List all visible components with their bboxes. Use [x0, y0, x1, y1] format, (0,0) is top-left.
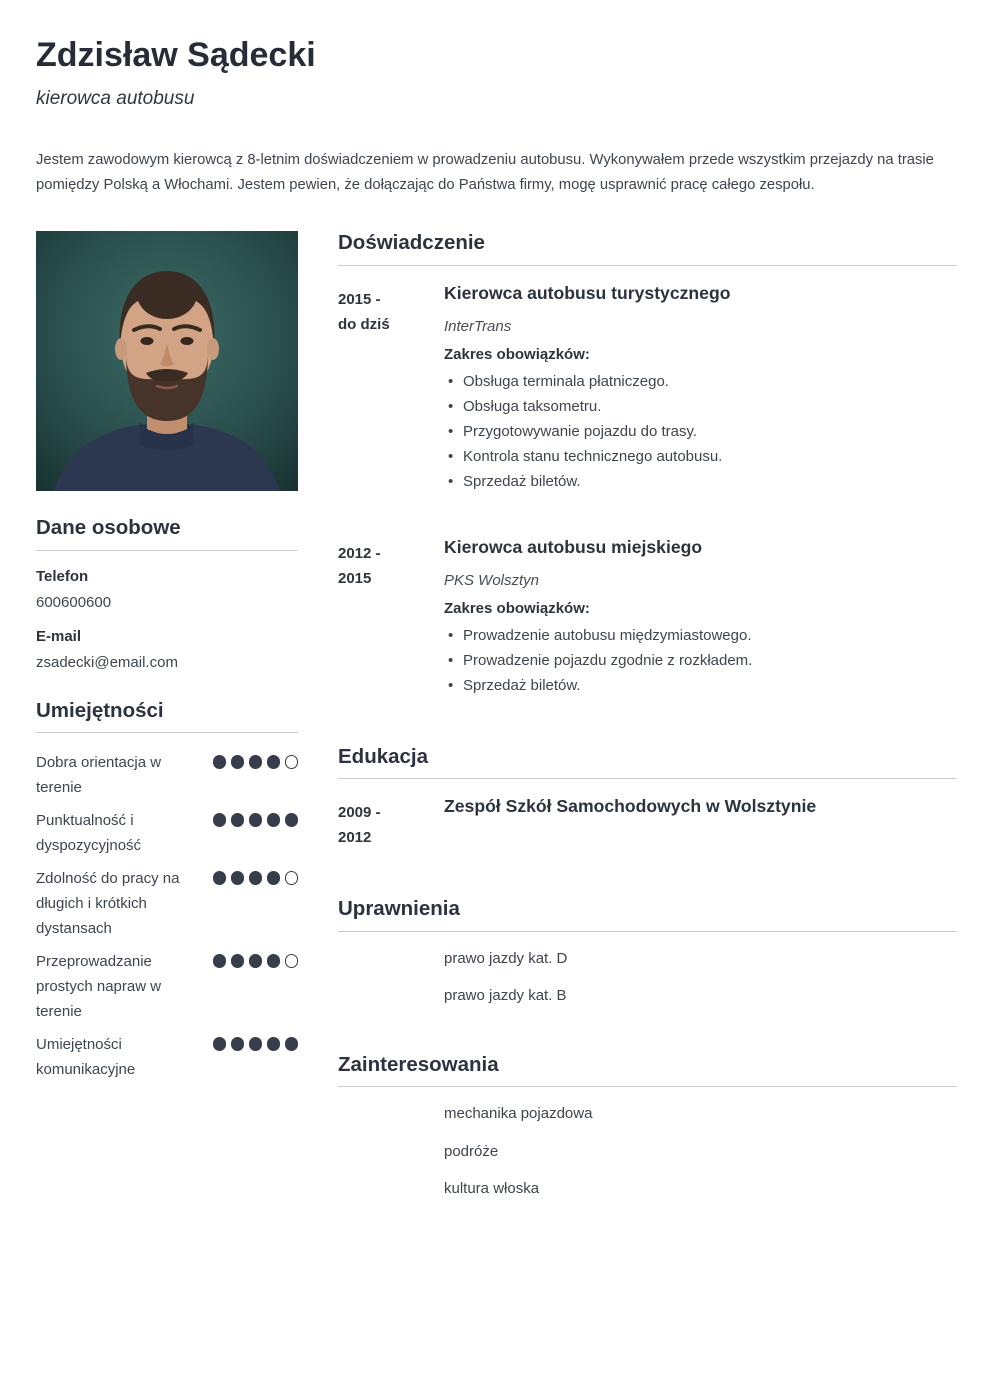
skill-dot-filled	[249, 871, 263, 885]
skill-dot-empty	[285, 755, 299, 769]
duties-list	[444, 369, 957, 494]
skill-level-indicator	[213, 808, 299, 827]
phone-label: Telefon	[36, 567, 89, 585]
skill-row	[36, 1032, 298, 1082]
phone-value: 600600600	[36, 593, 112, 611]
date-to: do dziś	[338, 315, 390, 333]
skill-dot-filled	[267, 871, 281, 885]
skill-dot-filled	[213, 1037, 227, 1051]
experience-section-heading: Doświadczenie	[338, 231, 957, 266]
experience-section	[338, 231, 957, 698]
skill-level-indicator	[213, 949, 299, 968]
skill-dot-filled	[285, 1037, 299, 1051]
date-from: 2009 -	[338, 804, 381, 822]
skill-dot-filled	[267, 813, 281, 827]
skill-level-indicator	[213, 1032, 299, 1051]
duties-label: Zakres obowiązków:	[444, 345, 590, 363]
skill-dot-filled	[213, 871, 227, 885]
skill-row	[36, 949, 298, 1024]
duty-item: • Sprzedaż biletów.	[444, 469, 957, 494]
skill-dot-empty	[285, 954, 299, 968]
education-section	[338, 745, 957, 851]
interests-section-heading: Zainteresowania	[338, 1053, 957, 1088]
entry-title: Kierowca autobusu miejskiego	[444, 536, 703, 557]
skill-dot-empty	[285, 871, 299, 885]
skill-dot-filled	[213, 755, 227, 769]
date-from: 2012 -	[338, 544, 381, 562]
person-job-title: kierowca autobusu	[36, 88, 195, 110]
entry-dates	[338, 796, 444, 850]
entry-dates	[338, 537, 444, 698]
skill-dot-filled	[231, 813, 245, 827]
duties-label: Zakres obowiązków:	[444, 599, 590, 617]
entry-company: PKS Wolsztyn	[444, 571, 540, 589]
date-to: 2015	[338, 569, 372, 587]
duty-item: • Kontrola stanu technicznego autobusu.	[444, 444, 957, 469]
entry-body	[444, 796, 957, 850]
email-label: E-mail	[36, 627, 82, 645]
duty-item: • Prowadzenie pojazdu zgodnie z rozkładem.	[444, 648, 957, 673]
skill-dot-filled	[267, 954, 281, 968]
duty-item: • Obsługa taksometru.	[444, 394, 957, 419]
licenses-section	[338, 897, 957, 1006]
date-from: 2015 -	[338, 290, 381, 308]
skill-dot-filled	[231, 871, 245, 885]
duties-list	[444, 623, 957, 698]
skill-dot-filled	[213, 813, 227, 827]
entry-title: Zespół Szkół Samochodowych w Wolsztynie	[444, 796, 817, 817]
interests-list	[338, 1104, 957, 1199]
skill-label: Dobra orientacja w terenie	[36, 754, 162, 797]
skill-dot-filled	[267, 1037, 281, 1051]
interest-item: podróże	[444, 1142, 499, 1160]
entry-company: InterTrans	[444, 317, 512, 335]
two-column-layout	[36, 231, 957, 1246]
licenses-list	[338, 949, 957, 1006]
sidebar-column	[36, 231, 298, 1246]
profile-summary: Jestem zawodowym kierowcą z 8-letnim doświadczeniem w prowadzeniu autobusu. Wykonywałem przede wszystkim przejazdy na trasie pomiędzy Polską a Włochami. Jestem pewien, że dołączając do Państwa firmy, mogę usprawnić pracę całego zespołu.	[36, 152, 934, 194]
skill-label: Zdolność do pracy na długich i krótkich dystansach	[36, 870, 180, 938]
skill-dot-filled	[249, 755, 263, 769]
skill-row	[36, 750, 298, 800]
email-value: zsadecki@email.com	[36, 653, 178, 671]
skill-dot-filled	[213, 954, 227, 968]
skill-dot-filled	[249, 813, 263, 827]
interests-section	[338, 1053, 957, 1199]
skills-section-heading: Umiejętności	[36, 699, 298, 734]
interest-item: mechanika pojazdowa	[444, 1105, 593, 1123]
personal-section-heading: Dane osobowe	[36, 516, 298, 551]
entry-dates	[338, 283, 444, 494]
duty-item: • Sprzedaż biletów.	[444, 673, 957, 698]
skill-row	[36, 866, 298, 941]
skill-dot-filled	[231, 954, 245, 968]
skill-level-indicator	[213, 866, 299, 885]
person-name: Zdzisław Sądecki	[36, 36, 316, 74]
skill-label: Punktualność i dyspozycyjność	[36, 812, 142, 855]
skill-dot-filled	[231, 1037, 245, 1051]
skill-row	[36, 808, 298, 858]
profile-photo-illustration	[36, 231, 298, 491]
date-to: 2012	[338, 829, 372, 847]
experience-entry	[338, 283, 957, 494]
skill-label: Umiejętności komunikacyjne	[36, 1036, 136, 1079]
experience-entry	[338, 537, 957, 698]
skill-dot-filled	[249, 954, 263, 968]
entry-body	[444, 283, 957, 494]
license-item: prawo jazdy kat. B	[444, 987, 567, 1005]
duty-item: • Przygotowywanie pojazdu do trasy.	[444, 419, 957, 444]
entry-title: Kierowca autobusu turystycznego	[444, 282, 731, 303]
main-column	[338, 231, 957, 1246]
skill-dot-filled	[249, 1037, 263, 1051]
license-item: prawo jazdy kat. D	[444, 949, 568, 967]
contact-block	[36, 568, 298, 671]
licenses-section-heading: Uprawnienia	[338, 897, 957, 932]
interest-item: kultura włoska	[444, 1180, 540, 1198]
education-entry	[338, 796, 957, 850]
duty-item: • Prowadzenie autobusu międzymiastowego.	[444, 623, 957, 648]
entry-body	[444, 537, 957, 698]
skill-dot-filled	[231, 755, 245, 769]
skill-dot-filled	[267, 755, 281, 769]
education-section-heading: Edukacja	[338, 745, 957, 780]
skill-level-indicator	[213, 750, 299, 769]
profile-photo	[36, 231, 298, 491]
duty-item: • Obsługa terminala płatniczego.	[444, 369, 957, 394]
skill-label: Przeprowadzanie prostych napraw w terenie	[36, 953, 162, 1021]
skill-dot-filled	[285, 813, 299, 827]
